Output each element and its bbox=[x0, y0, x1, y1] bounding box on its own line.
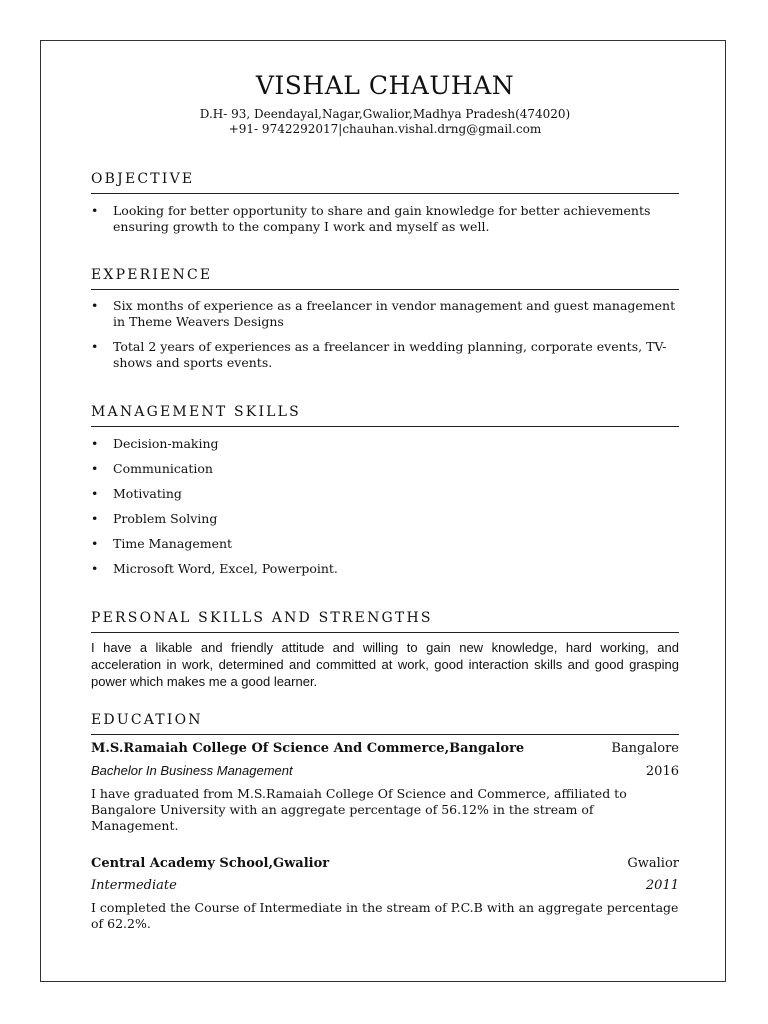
experience-section bbox=[91, 266, 679, 371]
graduation-year: 2011 bbox=[645, 878, 679, 893]
contact-line: +91- 9742292017|chauhan.vishal.drng@gmail.com bbox=[228, 122, 542, 136]
institution-name: Central Academy School,Gwalior bbox=[91, 856, 330, 871]
list-item: • Motivating bbox=[91, 486, 679, 502]
management-skills-title: MANAGEMENT SKILLS bbox=[91, 404, 301, 420]
section-divider bbox=[91, 193, 679, 194]
education-degree-row bbox=[91, 763, 679, 779]
objective-title: OBJECTIVE bbox=[91, 171, 195, 187]
section-divider bbox=[91, 289, 679, 290]
institution-name: M.S.Ramaiah College Of Science And Commerce,Bangalore bbox=[91, 741, 525, 756]
resume-content bbox=[91, 71, 679, 932]
list-item: • Looking for better opportunity to share and gain knowledge for better achievements ensuring growth to the company I work and myself as well. bbox=[91, 203, 679, 235]
education-header-row bbox=[91, 856, 679, 871]
management-skills-list bbox=[91, 436, 679, 577]
institution-location: Bangalore bbox=[611, 741, 679, 756]
objective-section bbox=[91, 170, 679, 235]
institution-location: Gwalior bbox=[627, 856, 679, 871]
management-skills-section bbox=[91, 403, 679, 577]
section-divider bbox=[91, 734, 679, 735]
education-degree-row bbox=[91, 878, 679, 893]
personal-skills-text: I have a likable and friendly attitude and willing to gain new knowledge, hard working, and acceleration in work, determined and committed at work, good interaction skills and good grasping power which makes me a good learner. bbox=[91, 640, 679, 689]
list-item: • Time Management bbox=[91, 536, 679, 552]
personal-skills-section bbox=[91, 609, 679, 690]
education-description: I completed the Course of Intermediate in the stream of P.C.B with an aggregate percentage of 62.2%. bbox=[91, 900, 679, 931]
education-title: EDUCATION bbox=[91, 712, 203, 728]
objective-list bbox=[91, 203, 679, 235]
section-divider bbox=[91, 426, 679, 427]
personal-skills-title: PERSONAL SKILLS AND STRENGTHS bbox=[91, 610, 433, 626]
candidate-name: VISHAL CHAUHAN bbox=[255, 71, 515, 100]
education-description: I have graduated from M.S.Ramaiah College Of Science and Commerce, affiliated to Bangalore University with an aggregate percentage of 56.12% in the stream of Management. bbox=[91, 786, 627, 833]
list-item: • Total 2 years of experiences as a freelancer in wedding planning, corporate events, TV-shows and sports events. bbox=[91, 339, 679, 371]
resume-page bbox=[40, 40, 726, 982]
list-item: • Six months of experience as a freelancer in vendor management and guest management in Theme Weavers Designs bbox=[91, 298, 679, 330]
list-item: • Problem Solving bbox=[91, 511, 679, 527]
graduation-year: 2016 bbox=[645, 764, 679, 779]
section-divider bbox=[91, 632, 679, 633]
address-line: D.H- 93, Deendayal,Nagar,Gwalior,Madhya Pradesh(474020) bbox=[199, 107, 571, 121]
list-item: • Communication bbox=[91, 461, 679, 477]
education-header-row bbox=[91, 741, 679, 756]
experience-list bbox=[91, 298, 679, 371]
list-item: • Microsoft Word, Excel, Powerpoint. bbox=[91, 561, 679, 577]
degree-name: Intermediate bbox=[91, 878, 177, 893]
list-item: • Decision-making bbox=[91, 436, 679, 452]
education-entry bbox=[91, 856, 679, 932]
degree-name: Bachelor In Business Management bbox=[91, 763, 293, 778]
education-section bbox=[91, 711, 679, 932]
experience-title: EXPERIENCE bbox=[91, 267, 213, 283]
education-entry bbox=[91, 741, 679, 834]
